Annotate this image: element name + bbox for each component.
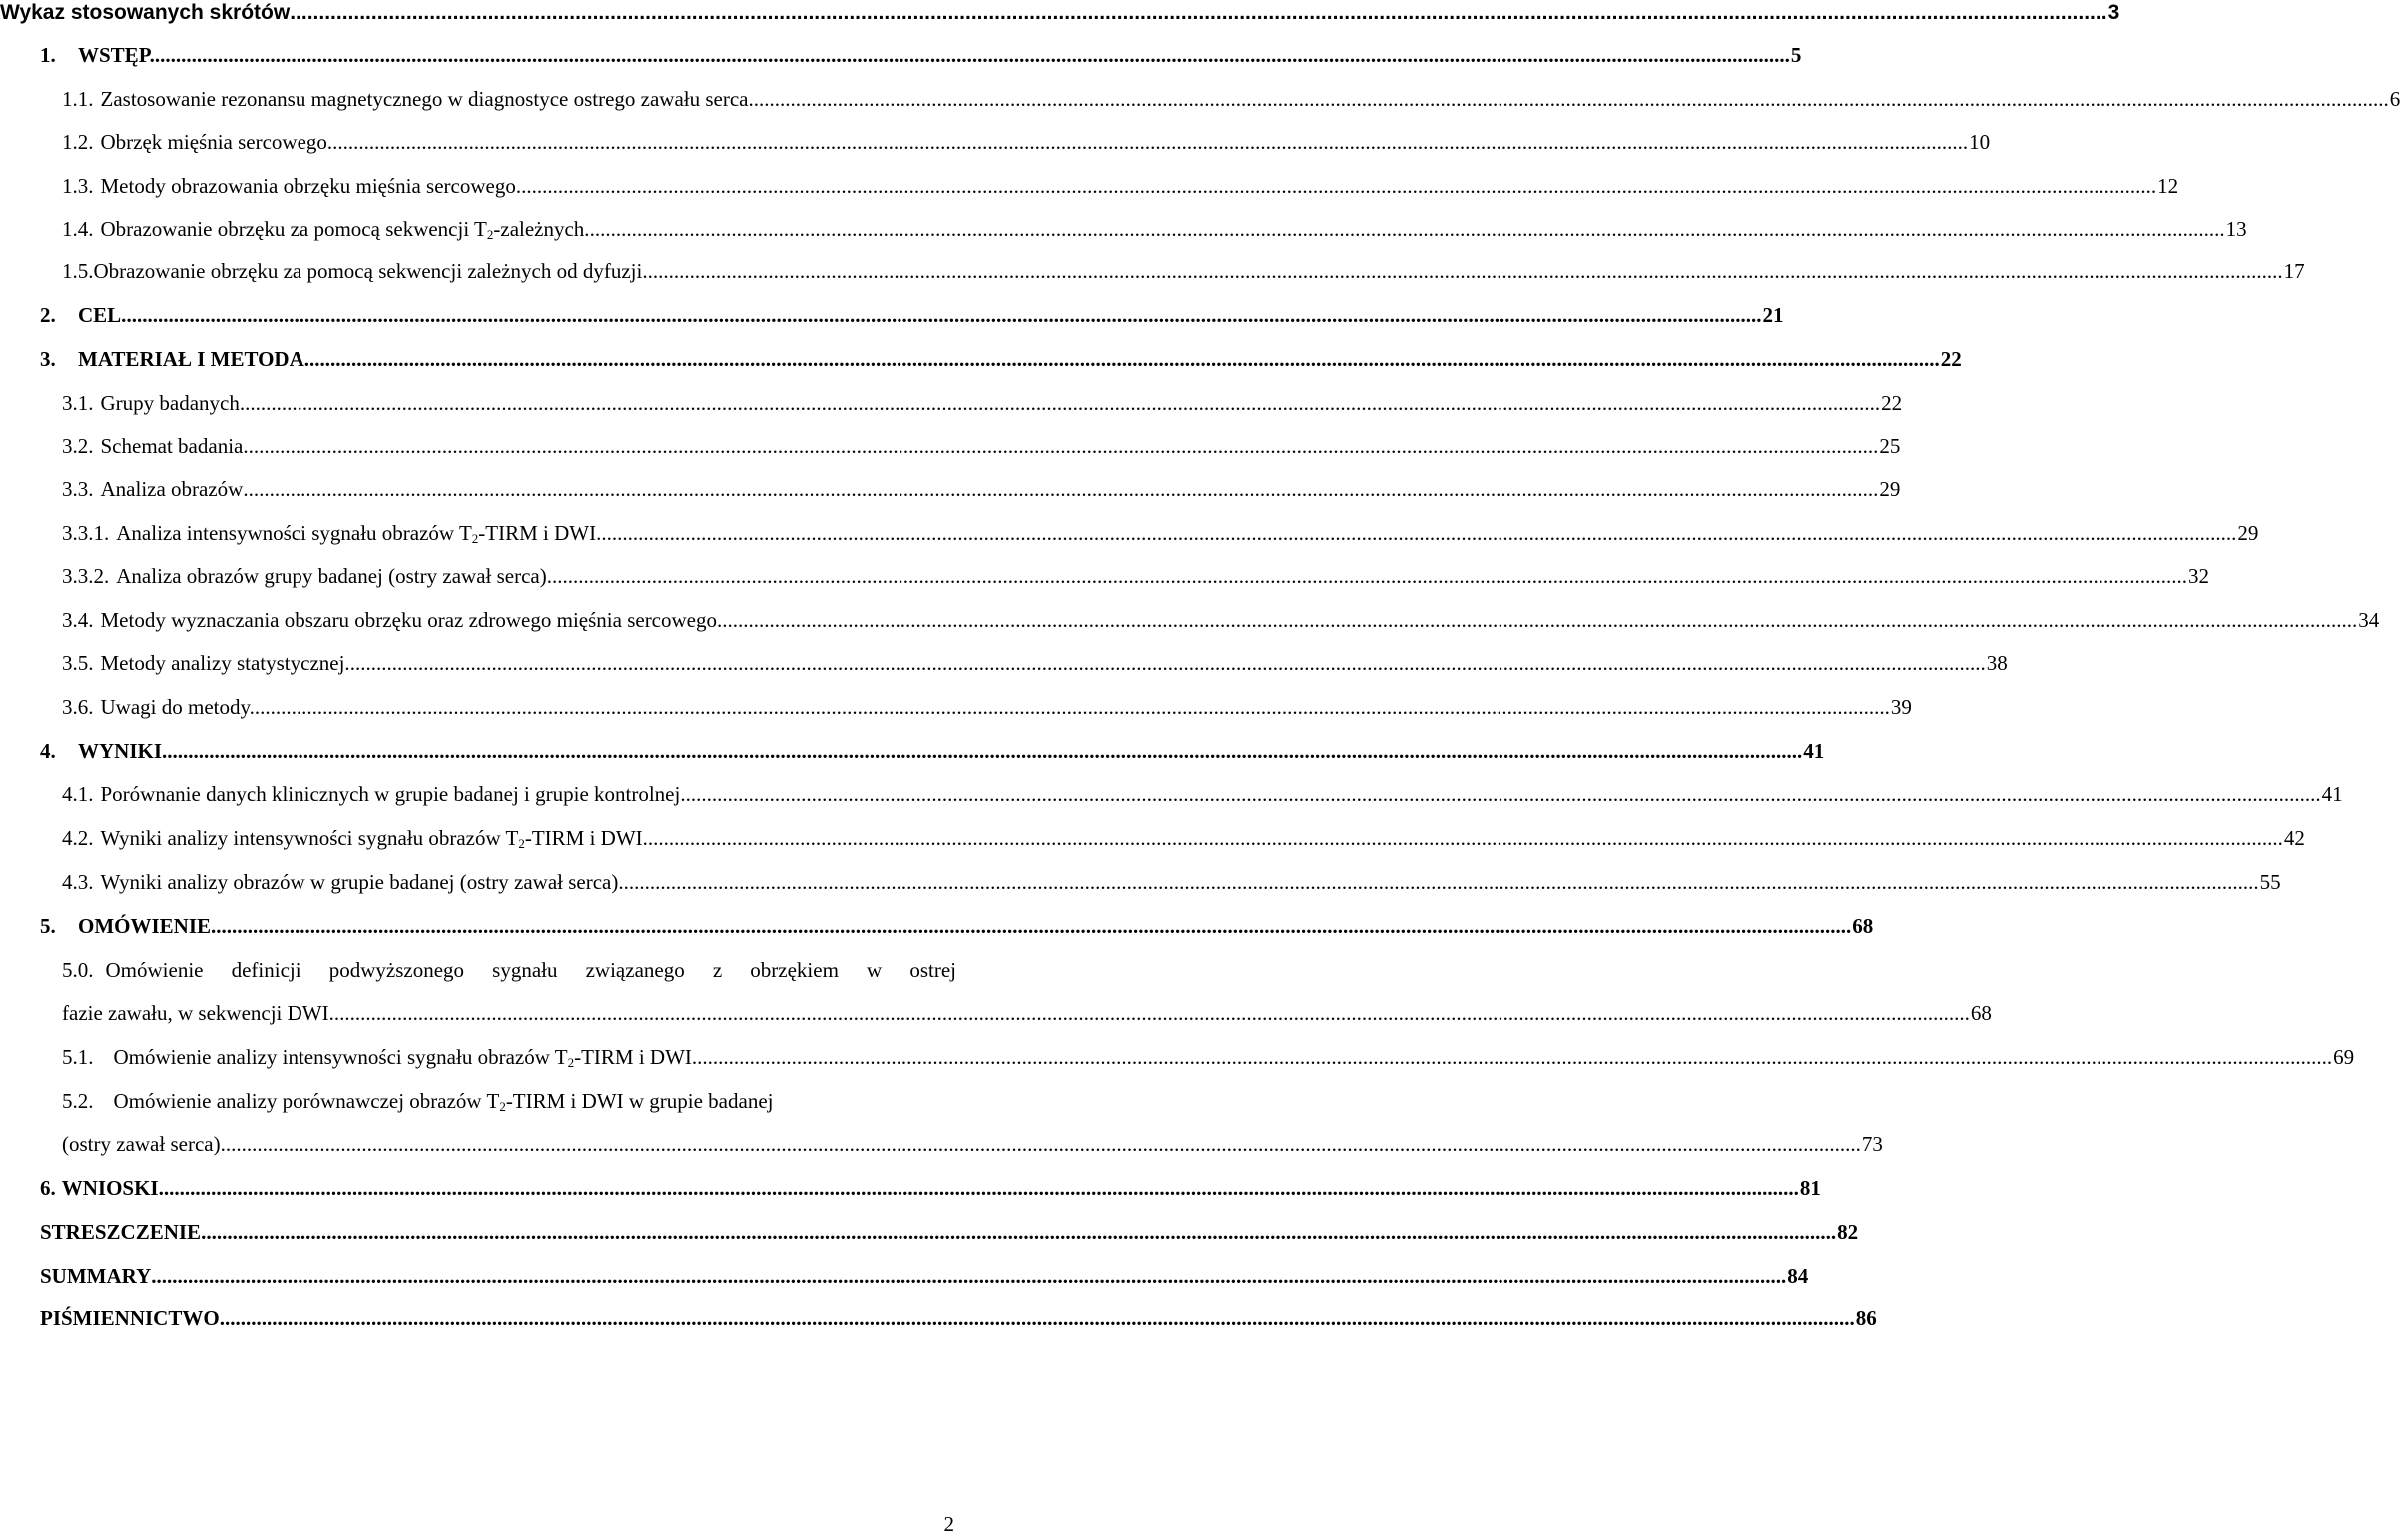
toc-entry-number: 4.3. [62, 870, 94, 894]
toc-entry-number: 1.1. [62, 87, 94, 111]
dot-leader [226, 1129, 1861, 1159]
toc-entry-title: WNIOSKI. [61, 1176, 164, 1200]
dot-leader [590, 214, 2225, 244]
toc-entry-line2 [62, 998, 1992, 1028]
toc-entry-page: 81 [1799, 1176, 1821, 1200]
toc-entry[interactable] [40, 344, 1962, 374]
toc-entry-number: 3. [40, 347, 56, 371]
dot-leader [601, 518, 2236, 548]
toc-entry-title: PIŚMIENNICTWO [40, 1306, 220, 1330]
toc-entry-number: 3.2. [62, 434, 94, 458]
toc-entry-number: 1. [40, 43, 56, 67]
toc-entry-page: 10 [1969, 130, 1991, 154]
toc-entry-line2 [62, 1129, 1883, 1159]
dot-leader [332, 127, 1968, 157]
toc-entry-title: fazie zawału, w sekwencji DWI. [62, 1001, 334, 1025]
toc-entry-title: Obrzęk mięśnia sercowego. [100, 130, 333, 154]
toc-entry-title: Obrazowanie obrzęku za pomocą sekwencji $T_2$-zależnych. [100, 217, 590, 242]
toc-entry[interactable] [40, 300, 1784, 330]
dot-leader [722, 605, 2357, 635]
toc-entry-number: 3.5. [62, 651, 94, 675]
toc-entry-page: 29 [2237, 521, 2259, 545]
toc-entry[interactable] [62, 518, 2259, 548]
toc-entry-page: 39 [1890, 695, 1912, 719]
toc-entry-page: 55 [2259, 870, 2281, 894]
toc-entry-title: (ostry zawał serca). [62, 1132, 226, 1156]
toc-entry-number: 6. [40, 1176, 56, 1200]
toc-entry-title: Omówienie definicji podwyższonego sygnału związanego z obrzękiem w ostrej [105, 958, 956, 982]
toc-entry[interactable] [40, 911, 1874, 941]
toc-entry[interactable] [40, 1217, 1859, 1247]
dot-leader [155, 40, 1790, 70]
toc-entry-page: 21 [1762, 303, 1784, 327]
dot-leader [255, 692, 1890, 722]
toc-entry[interactable] [62, 127, 1991, 157]
dot-leader [552, 561, 2187, 591]
toc-entry-number: 5. [40, 914, 56, 938]
page-number: 2 [943, 1512, 954, 1536]
toc-entry-title: Metody obrazowania obrzęku mięśnia sercowego. [100, 174, 522, 198]
toc-entry-page: 68 [1852, 914, 1874, 938]
toc-entry-page: 25 [1879, 434, 1901, 458]
toc-entry-title: Uwagi do metody. [100, 695, 255, 719]
dot-leader [151, 1261, 1786, 1290]
dot-leader [350, 648, 1986, 678]
toc-entry-page: 82 [1837, 1220, 1859, 1244]
toc-entry-page: 32 [2187, 564, 2209, 588]
toc-entry-number: 4.2. [62, 826, 94, 850]
toc-entry[interactable] [40, 736, 1825, 766]
toc-entry-title: Omówienie analizy porównawczej obrazów $T_2$-TIRM i DWI w grupie badanej [113, 1089, 774, 1114]
toc-entry[interactable] [62, 257, 2305, 286]
toc-entry[interactable] [62, 823, 2305, 853]
toc-entry-page: 17 [2283, 259, 2305, 283]
toc-entry[interactable] [62, 867, 2281, 897]
toc-entry-page: 6 [2389, 87, 2400, 111]
toc-entry-title: Porównanie danych klinicznych w grupie badanej i grupie kontrolnej. [100, 782, 686, 806]
toc-entry-page: 86 [1855, 1306, 1877, 1330]
toc-entry-title: Analiza obrazów grupy badanej (ostry zawał serca). [116, 564, 552, 588]
toc-entry-number: 4.1. [62, 782, 94, 806]
toc-entry-number: 4. [40, 739, 56, 763]
toc-entry-title: Omówienie analizy intensywności sygnału obrazów $T_2$-TIRM i DWI. [113, 1045, 698, 1070]
toc-entry-title: STRESZCZENIE [40, 1220, 202, 1244]
toc-entry-page: 34 [2358, 608, 2380, 632]
toc-entry[interactable] [62, 648, 2008, 678]
toc-entry-title: MATERIAŁ I METODA [78, 347, 304, 371]
dot-leader [754, 84, 2389, 114]
toc-entry-title: Schemat badania [100, 434, 244, 458]
toc-entry[interactable] [40, 40, 1802, 70]
toc-entry[interactable] [40, 1173, 1821, 1203]
toc-entry-title: WYNIKI. [78, 739, 168, 763]
dot-leader [697, 1042, 2332, 1072]
toc-entry-number: 5.2. [62, 1089, 94, 1113]
dot-leader [521, 171, 2156, 201]
toc-entry[interactable] [62, 171, 2179, 201]
toc-entry-number: 3.4. [62, 608, 94, 632]
toc-entry-number: 3.6. [62, 695, 94, 719]
toc-entry-number: 1.5. [62, 259, 94, 283]
dot-leader [126, 300, 1761, 330]
toc-entry-page: 73 [1861, 1132, 1883, 1156]
dot-leader [290, 0, 2106, 30]
toc-entry[interactable] [62, 692, 1912, 722]
toc-entry-title: SUMMARY [40, 1264, 152, 1287]
toc-entry-title: Grupy badanych. [100, 391, 246, 415]
toc-entry-title: Wykaz stosowanych skrótów [0, 1, 291, 24]
toc-entry[interactable] [62, 779, 2343, 809]
toc-entry-page: 69 [2333, 1045, 2355, 1069]
dot-leader [624, 867, 2259, 897]
toc-entry-line1 [62, 955, 956, 985]
dot-leader [243, 431, 1878, 461]
toc-entry-page: 38 [1986, 651, 2008, 675]
toc-entry-title: Analiza intensywności sygnału obrazów $T_2$-TIRM i DWI. [116, 521, 602, 546]
dot-leader [648, 257, 2283, 286]
toc-entry-title: CEL. [78, 303, 127, 327]
dot-leader [245, 388, 1880, 418]
toc-entry-abbreviations[interactable] [0, 0, 2120, 30]
toc-entry[interactable] [62, 605, 2380, 635]
dot-leader [216, 911, 1851, 941]
toc-entry-number: 5.1. [62, 1045, 94, 1069]
toc-entry-title: Obrazowanie obrzęku za pomocą sekwencji zależnych od dyfuzji. [93, 259, 648, 283]
dot-leader [167, 736, 1802, 766]
toc-entry[interactable] [62, 214, 2247, 244]
toc-entry-page: 41 [1803, 739, 1825, 763]
toc-entry-page: 5 [1790, 43, 1802, 67]
toc-entry[interactable] [62, 84, 2400, 114]
toc-entry-title: WSTĘP. [78, 43, 155, 67]
dot-leader [334, 998, 1970, 1028]
dot-leader [201, 1217, 1836, 1247]
toc-entry-title: Wyniki analizy intensywności sygnału obrazów $T_2$-TIRM i DWI. [100, 826, 648, 851]
toc-entry-number: 1.4. [62, 217, 94, 241]
toc-entry-title: OMÓWIENIE. [78, 914, 217, 938]
toc-entry[interactable] [62, 474, 1901, 504]
toc-entry-number: 1.3. [62, 174, 94, 198]
toc-entry-number: 2. [40, 303, 56, 327]
toc-entry[interactable] [40, 1261, 1809, 1290]
dot-leader [686, 779, 2321, 809]
toc-entry-title: Wyniki analizy obrazów w grupie badanej (ostry zawał serca). [100, 870, 624, 894]
toc-entry-page: 68 [1970, 1001, 1992, 1025]
toc-entry-number: 1.2. [62, 130, 94, 154]
toc-entry-title: Analiza obrazów [100, 477, 244, 501]
toc-entry[interactable] [40, 1303, 1877, 1333]
dot-leader [220, 1303, 1855, 1333]
dot-leader [648, 823, 2283, 853]
dot-leader [304, 344, 1940, 374]
toc-entry-page: 41 [2321, 782, 2343, 806]
toc-entry-page: 22 [1881, 391, 1903, 415]
toc-entry[interactable] [62, 561, 2209, 591]
toc-entry-number: 3.3.1. [62, 521, 110, 545]
toc-entry-line1 [62, 1086, 956, 1116]
dot-leader [243, 474, 1878, 504]
toc-entry-page: 42 [2283, 826, 2305, 850]
toc-entry-page: 84 [1787, 1264, 1809, 1287]
toc-entry-page: 3 [2107, 1, 2120, 24]
toc-entry-page: 12 [2157, 174, 2179, 198]
toc-entry-page: 29 [1879, 477, 1901, 501]
toc-entry-page: 13 [2225, 217, 2247, 241]
toc-entry-page: 22 [1940, 347, 1962, 371]
toc-entry[interactable] [62, 388, 1903, 418]
toc-entry-title: Metody analizy statystycznej. [100, 651, 350, 675]
toc-entry-title: Zastosowanie rezonansu magnetycznego w diagnostyce ostrego zawału serca. [100, 87, 754, 111]
toc-entry-number: 3.3. [62, 477, 94, 501]
toc-entry-number: 3.3.2. [62, 564, 110, 588]
toc-entry-title: Metody wyznaczania obszaru obrzęku oraz zdrowego mięśnia sercowego. [100, 608, 723, 632]
dot-leader [164, 1173, 1799, 1203]
toc-entry-number: 3.1. [62, 391, 94, 415]
toc-entry[interactable] [62, 431, 1901, 461]
toc-entry[interactable] [62, 1042, 2355, 1072]
toc-entry-number: 5.0. [62, 958, 94, 982]
